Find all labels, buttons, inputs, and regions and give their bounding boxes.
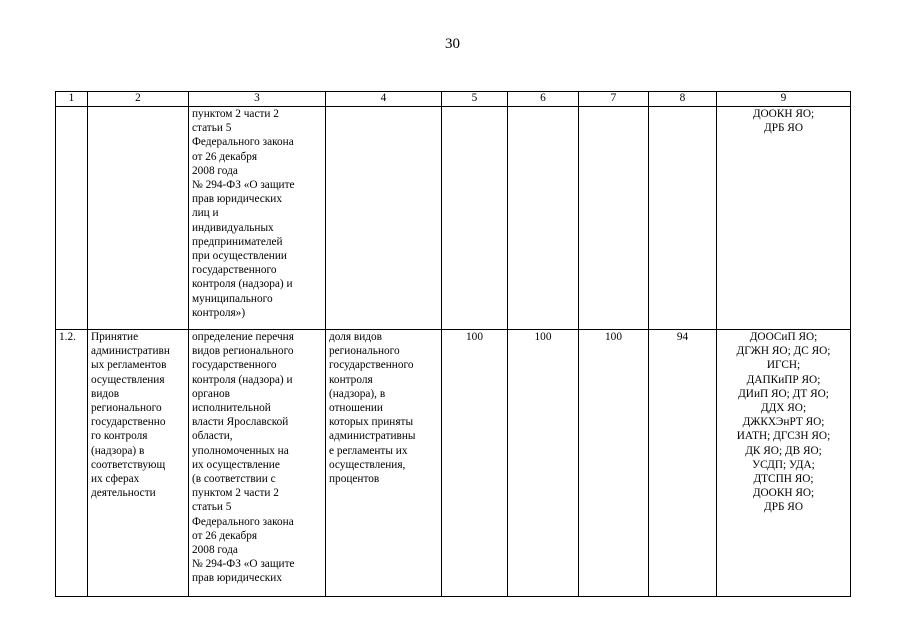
cell-value-7: 100	[579, 330, 649, 597]
cell-value-7	[579, 107, 649, 330]
table-row	[56, 107, 851, 330]
cell-number: 1.2.	[56, 330, 88, 597]
cell-value-8: 94	[649, 330, 717, 597]
cell-indicator: доля видов регионального государственного контроля (надзора), в отношении которых приняты административны е регламенты их осуществления, процентов	[326, 330, 442, 597]
column-header-3: 3	[189, 92, 326, 107]
cell-number	[56, 107, 88, 330]
column-header-2: 2	[88, 92, 189, 107]
cell-activity	[88, 107, 189, 330]
table-row	[56, 330, 851, 597]
column-header-8: 8	[649, 92, 717, 107]
cell-value-5	[442, 107, 508, 330]
cell-value-6	[508, 107, 579, 330]
column-header-6: 6	[508, 92, 579, 107]
cell-value-8	[649, 107, 717, 330]
cell-responsible: ДООКН ЯО; ДРБ ЯО	[717, 107, 851, 330]
header-row	[56, 92, 851, 107]
column-header-5: 5	[442, 92, 508, 107]
cell-description: пунктом 2 части 2 статьи 5 Федерального закона от 26 декабря 2008 года № 294-ФЗ «О защите прав юридических лиц и индивидуальных предпринимателей при осуществлении государственного контроля (надзора) и муниципального контроля»)	[189, 107, 326, 330]
cell-value-5: 100	[442, 330, 508, 597]
column-header-4: 4	[326, 92, 442, 107]
cell-indicator	[326, 107, 442, 330]
document-table	[55, 91, 851, 597]
page-number: 30	[445, 36, 460, 52]
column-header-7: 7	[579, 92, 649, 107]
cell-description: определение перечня видов регионального государственного контроля (надзора) и органов исполнительной власти Ярославской области, уполномоченных на их осуществление (в соответствии с пунктом 2 части 2 статьи 5 Федерального закона от 26 декабря 2008 года № 294-ФЗ «О защите прав юридических	[189, 330, 326, 597]
cell-responsible: ДООСиП ЯО; ДГЖН ЯО; ДС ЯО; ИГСН; ДАПКиПР ЯО; ДИиП ЯО; ДТ ЯО; ДДХ ЯО; ДЖКХЭнРТ ЯО; ИАТН; ДГСЗН ЯО; ДК ЯО; ДВ ЯО; УСДП; УДА; ДТСПН ЯО; ДООКН ЯО; ДРБ ЯО	[717, 330, 851, 597]
cell-activity: Принятие административн ых регламентов осуществления видов регионального государственно го контроля (надзора) в соответствующ их сферах деятельности	[88, 330, 189, 597]
cell-value-6: 100	[508, 330, 579, 597]
column-header-9: 9	[717, 92, 851, 107]
column-header-1: 1	[56, 92, 88, 107]
